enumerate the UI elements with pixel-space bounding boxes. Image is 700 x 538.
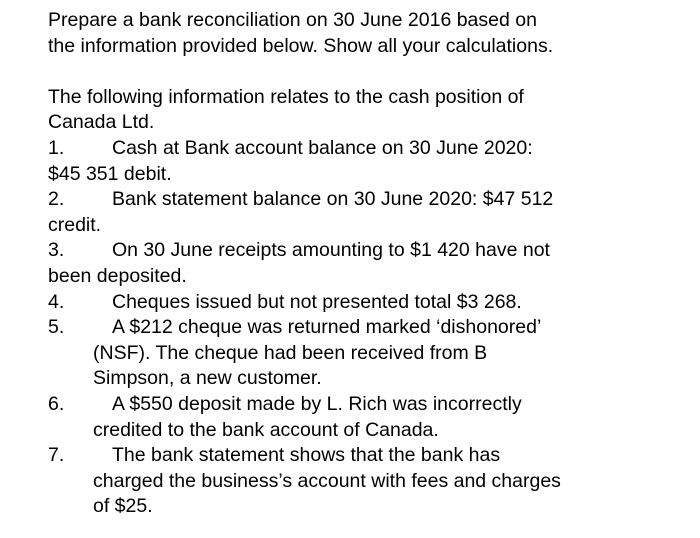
item-number: 5. [48,316,65,339]
task-line: the information provided below. Show all your calculations. [48,34,554,57]
list-item-5 [48,315,688,341]
item-continuation: $45 351 debit. [48,162,172,185]
list-item-2 [48,187,688,213]
list-item-7 [48,443,688,469]
item-continuation: of $25. [93,495,153,518]
list-item-3 [48,238,688,264]
intro-line: Canada Ltd. [48,111,155,134]
document-body [48,8,688,520]
item-continuation: Simpson, a new customer. [93,367,322,390]
item-text: The bank statement shows that the bank has [112,444,501,467]
item-text: Cheques issued but not presented total $3 268. [112,290,522,313]
item-text: On 30 June receipts amounting to $1 420 have not [112,239,550,262]
item-number: 4. [48,290,65,313]
item-text: A $550 deposit made by L. Rich was incorrectly [112,392,522,415]
item-continuation: been deposited. [48,264,187,287]
item-text: A $212 cheque was returned marked ‘dishonored’ [112,316,542,339]
paragraph-gap [48,59,688,85]
item-number: 1. [48,136,65,159]
item-number: 3. [48,239,65,262]
item-continuation: (NSF). The cheque had been received from B [93,341,488,364]
item-continuation: credit. [48,213,102,236]
item-continuation: charged the business’s account with fees and charges [93,469,561,492]
list-item-4 [48,290,688,316]
task-line: Prepare a bank reconciliation on 30 June 2016 based on [48,9,537,31]
item-text: Cash at Bank account balance on 30 June 2020: [112,136,533,159]
item-continuation: credited to the bank account of Canada. [93,418,439,441]
item-number: 7. [48,444,65,467]
list-item-1 [48,136,688,162]
list-item-6 [48,392,688,418]
item-number: 6. [48,392,65,415]
item-number: 2. [48,188,65,211]
intro-line: The following information relates to the cash position of [48,85,524,108]
item-text: Bank statement balance on 30 June 2020: $47 512 [112,188,554,211]
